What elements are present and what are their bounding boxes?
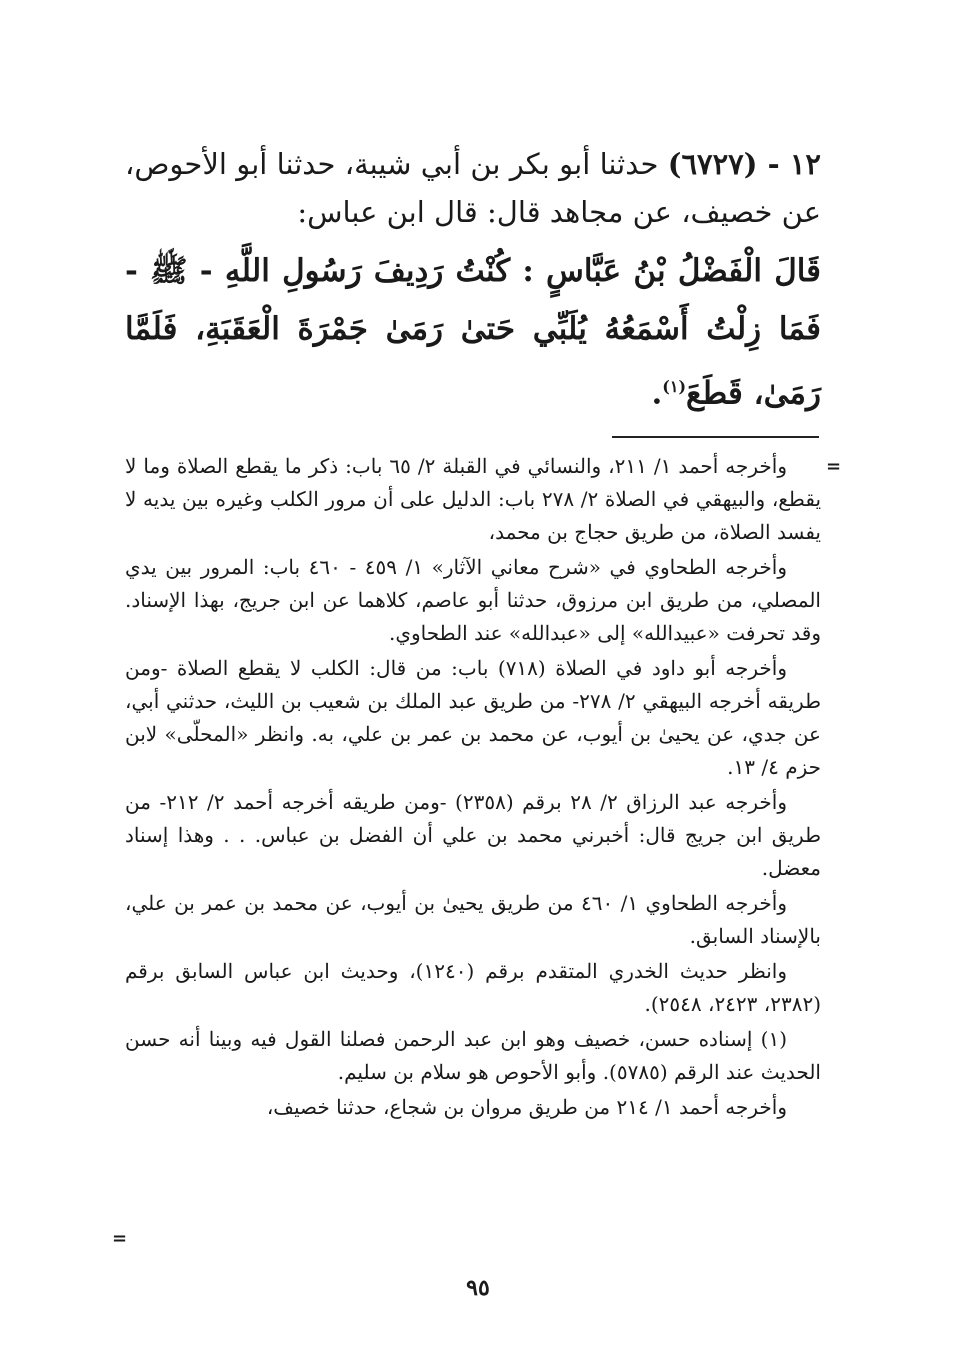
- hadith-end-mark: .: [651, 375, 663, 412]
- footnote-paragraph: وأخرجه أحمد ١/ ٢١١، والنسائي في القبلة ٢/ ٦٥ باب: ذكر ما يقطع الصلاة وما لا يقطع، والبيهقي في الصلاة ٢/ ٢٧٨ باب: الدليل على أن مرور الكلب وغيره بين يديه لا يفسد الصلاة، من طريق حجاج بن محمد،: [125, 454, 822, 544]
- hadith-isnad: حدثنا أبو بكر بن أبي شيبة، حدثنا أبو الأحوص، عن خصيف، عن مجاهد قال: قال ابن عباس:: [125, 147, 821, 229]
- hadith-block: [125, 140, 821, 422]
- footnote-paragraph: وأخرجه عبد الرزاق ٢/ ٢٨ برقم (٢٣٥٨) -ومن طريقه أخرجه أحمد ٢/ ٢١٢- من طريق ابن جريج قال: أخبرني محمد بن علي أن الفضل بن عباس. . . وهذا إسناد معضل.: [125, 790, 821, 880]
- hadith-header: [125, 140, 821, 236]
- footnote-paragraph: وأخرجه أحمد ١/ ٢١٤ من طريق مروان بن شجاع، حدثنا خصيف،: [266, 1095, 787, 1119]
- footnote-paragraph: وأخرجه الطحاوي ١/ ٤٦٠ من طريق يحيىٰ بن أيوب، عن محمد بن عمر بن علي، بالإسناد السابق.: [125, 891, 821, 948]
- hadith-matn: قَالَ الْفَضْلُ بْنُ عَبَّاسٍ : كُنْتُ رَدِيفَ رَسُولِ اللَّهِ - ﷺ - فَمَا زِلْتُ أَسْمَعُهُ يُلَبِّي حَتىٰ رَمَىٰ جَمْرَةَ الْعَقَبَةِ، فَلَمَّا رَمَىٰ، قَطَعَ: [125, 253, 821, 412]
- page-number: ٩٥: [466, 1275, 490, 1301]
- continuation-mark-top: =: [826, 456, 842, 477]
- footnote-paragraph: وأخرجه الطحاوي في «شرح معاني الآثار» ١/ ٤٥٩ - ٤٦٠ باب: المرور بين يدي المصلي، من طريق ابن مرزوق، حدثنا أبو عاصم، كلاهما عن ابن جريج، بهذا الإسناد. وقد تحرفت «عبيدالله» إلى «عبدالله» عند الطحاوي.: [125, 555, 821, 645]
- footnote-paragraph: وأخرجه أبو داود في الصلاة (٧١٨) باب: من قال: الكلب لا يقطع الصلاة -ومن طريقه أخرجه البيهقي ٢/ ٢٧٨- من طريق عبد الملك بن شعيب بن الليث، حدثني أبي، عن جدي، عن يحيىٰ بن أيوب، عن محمد بن عمر بن علي، به. وانظر «المحلّى» لابن حزم ٤/ ١٣.: [125, 656, 821, 779]
- footnote-paragraph: (١) إسناده حسن، خصيف وهو ابن عبد الرحمن فصلنا القول فيه وبينا أنه حسن الحديث عند الرقم (٥٧٨٥). وأبو الأحوص هو سلام بن سليم.: [125, 1027, 821, 1084]
- footnote-paragraph: وانظر حديث الخدري المتقدم برقم (١٢٤٠)، وحديث ابن عباس السابق برقم (٢٣٨٢، ٢٤٢٣، ٢٥٤٨).: [125, 959, 821, 1016]
- hadith-number: ١٢ - (٦٧٢٧): [667, 147, 822, 181]
- footnotes: [125, 450, 821, 1126]
- footnote-reference: (١): [662, 377, 687, 396]
- continuation-mark-bottom: =: [112, 1228, 128, 1249]
- hadith-matn-paragraph: [125, 242, 821, 422]
- footnote-separator: [612, 436, 819, 438]
